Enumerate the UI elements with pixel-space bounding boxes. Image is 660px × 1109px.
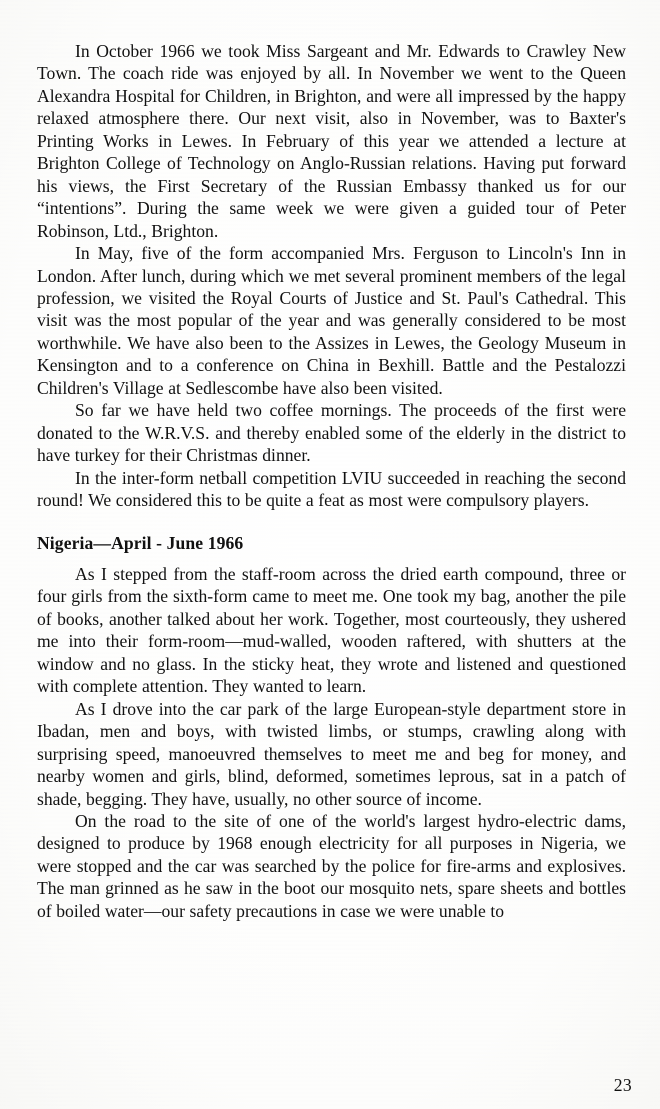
heading-nigeria: Nigeria—April - June 1966 — [37, 532, 244, 553]
paragraph-hydro-electric: On the road to the site of one of the world's largest hydro-electric dams, designed to produce by 1968 enough electricity for all purposes in Nigeria, we were stopped and the car was searched by the police for fire-arms and explosives. The man grinned as he saw in the boot our mosquito nets, spare sheets and bottles of boiled water—our safety precautions in case we were unable to — [37, 810, 626, 921]
paragraph-staff-room: As I stepped from the staff-room across the dried earth compound, three or four girls from the sixth-form came to meet me. One took my bag, another the pile of books, another talked about her work. Together, most courteously, they ushered me into their form-room—mud-walled, wooden raftered, with shutters at the window and no glass. In the sticky heat, they wrote and listened and questioned with complete attention. They wanted to learn. — [37, 563, 626, 697]
paragraph-ibadan: As I drove into the car park of the large European-style department store in Ibadan, men and boys, with twisted limbs, or stumps, crawling along with surprising speed, manoeuvred themselves to meet me and beg for money, and nearby women and girls, blind, deformed, sometimes leprous, sat in a patch of shade, begging. They have, usually, no other source of income. — [37, 698, 626, 809]
paragraph-coffee-mornings: So far we have held two coffee mornings. The proceeds of the first were donated to the W.R.V.S. and thereby enabled some of the elderly in the district to have turkey for their Christmas dinner. — [37, 400, 626, 466]
paragraph-lincolns-inn: In May, five of the form accompanied Mrs. Ferguson to Lincoln's Inn in London. After lunch, during which we met several prominent members of the legal profession, we visited the Royal Courts of Justice and St. Paul's Cathedral. This visit was the most popular of the year and was generally considered to be most worthwhile. We have also been to the Assizes in Lewes, the Geology Museum in Kensington and to a conference on China in Bexhill. Battle and the Pestalozzi Children's Village at Sedlescombe have also been visited. — [37, 243, 626, 398]
page-number: 23 — [613, 1075, 632, 1096]
section-heading-block — [37, 532, 626, 554]
paragraph-netball: In the inter-form netball competition LVIU succeeded in reaching the second round! We considered this to be quite a feat as most were compulsory players. — [37, 467, 626, 511]
page-text-column — [37, 40, 626, 922]
paragraph-october-1966: In October 1966 we took Miss Sargeant and Mr. Edwards to Crawley New Town. The coach ride was enjoyed by all. In November we went to the Queen Alexandra Hospital for Children, in Brighton, and were all impressed by the happy relaxed atmosphere there. Our next visit, also in November, was to Baxter's Printing Works in Lewes. In February of this year we attended a lecture at Brighton College of Technology on Anglo-Russian relations. Having put forward his views, the First Secretary of the Russian Embassy thanked us for our “intentions”. During the same week we were given a guided tour of Peter Robinson, Ltd., Brighton. — [37, 41, 626, 241]
